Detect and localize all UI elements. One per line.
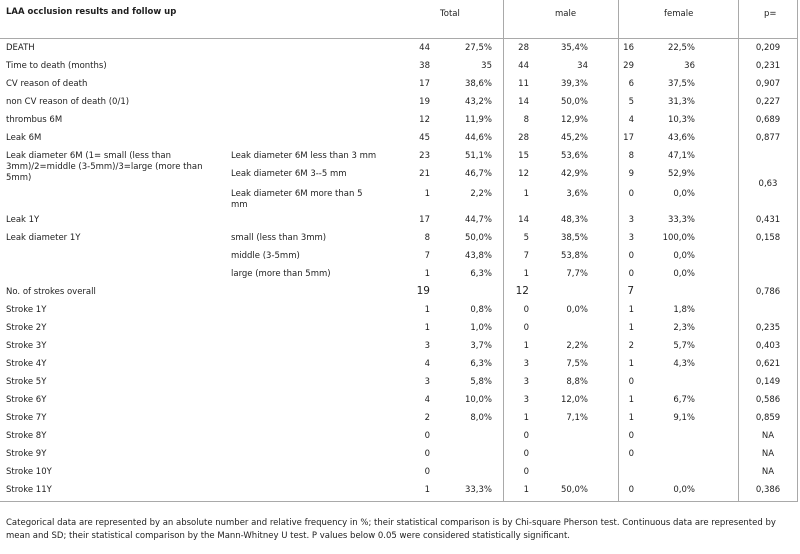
cell-tp: 2,2% <box>470 189 492 199</box>
cell-fp: 31,3% <box>667 97 695 107</box>
cell-p: 0,158 <box>755 233 781 243</box>
row-label: Leak 6M <box>6 133 42 143</box>
header-male: male <box>555 9 577 19</box>
cell-tp: 10,0% <box>464 395 492 405</box>
cell-tn: 1 <box>424 269 430 279</box>
row-label: thrombus 6M <box>6 115 63 125</box>
cell-tn: 7 <box>424 251 430 261</box>
cell-tp: 27,5% <box>464 43 492 53</box>
cell-mp: 53,6% <box>560 151 588 161</box>
cell-fn: 0 <box>628 251 634 261</box>
cell-tn: 1 <box>424 305 430 315</box>
cell-p: 0,235 <box>755 323 781 333</box>
cell-p: 0,209 <box>755 43 781 53</box>
cell-fp: 6,7% <box>673 395 695 405</box>
cell-tn: 17 <box>419 215 430 225</box>
cell-mn: 0 <box>523 305 529 315</box>
row-label: DEATH <box>6 43 35 53</box>
row-label: non CV reason of death (0/1) <box>6 97 130 107</box>
cell-tn: 17 <box>419 79 430 89</box>
cell-mp: 7,5% <box>566 359 588 369</box>
cell-mp: 8,8% <box>566 377 588 387</box>
cell-tp: 51,1% <box>464 151 492 161</box>
cell-p: 0,63 <box>758 179 778 189</box>
cell-fp: 37,5% <box>667 79 695 89</box>
cell-fp: 52,9% <box>667 169 695 179</box>
cell-mn: 5 <box>523 233 529 243</box>
cell-fp: 2,3% <box>673 323 695 333</box>
cell-fn: 1 <box>628 413 634 423</box>
cell-tp: 3,7% <box>470 341 492 351</box>
cell-tn: 0 <box>424 431 430 441</box>
header-female: female <box>664 9 694 19</box>
row-label: Stroke 2Y <box>6 323 47 333</box>
cell-p: NA <box>761 431 775 441</box>
row-divider <box>0 501 797 502</box>
cell-fn: 3 <box>628 233 634 243</box>
cell-tn: 19 <box>419 97 430 107</box>
cell-tn: 44 <box>419 43 430 53</box>
cell-fn: 9 <box>628 169 634 179</box>
cell-mp: 53,8% <box>560 251 588 261</box>
cell-tp: 35 <box>481 61 492 71</box>
header-total: Total <box>440 9 460 19</box>
cell-tn: 4 <box>424 395 430 405</box>
cell-mn: 3 <box>523 359 529 369</box>
cell-mn: 28 <box>518 43 529 53</box>
cell-mn: 1 <box>523 189 529 199</box>
cell-mn: 15 <box>518 151 529 161</box>
row-label: Stroke 7Y <box>6 413 47 423</box>
cell-fp: 22,5% <box>667 43 695 53</box>
cell-fp: 10,3% <box>667 115 695 125</box>
cell-mn: 0 <box>523 323 529 333</box>
cell-fp: 0,0% <box>673 269 695 279</box>
cell-fn: 0 <box>628 431 634 441</box>
cell-tn: 0 <box>424 449 430 459</box>
row-label: No. of strokes overall <box>6 287 96 297</box>
cell-tp: 43,8% <box>464 251 492 261</box>
cell-fp: 33,3% <box>667 215 695 225</box>
cell-fp: 100,0% <box>662 233 695 243</box>
cell-mn: 3 <box>523 395 529 405</box>
cell-mn: 7 <box>523 251 529 261</box>
row-label: Time to death (months) <box>6 61 107 71</box>
row-label: Stroke 5Y <box>6 377 47 387</box>
cell-fn: 7 <box>627 285 634 297</box>
column-divider <box>503 0 504 502</box>
cell-tp: 6,3% <box>470 269 492 279</box>
cell-tp: 33,3% <box>464 485 492 495</box>
cell-tn: 3 <box>424 377 430 387</box>
cell-tn: 4 <box>424 359 430 369</box>
cell-tp: 38,6% <box>464 79 492 89</box>
cell-mp: 35,4% <box>560 43 588 53</box>
cell-p: 0,231 <box>755 61 781 71</box>
cell-fp: 1,8% <box>673 305 695 315</box>
cell-mn: 1 <box>523 485 529 495</box>
cell-mn: 11 <box>518 79 529 89</box>
cell-tp: 50,0% <box>464 233 492 243</box>
column-divider <box>618 0 619 502</box>
cell-tn: 1 <box>424 189 430 199</box>
row-label: Leak diameter 6M (1= small (less than 3mm)/2=middle (3-5mm)/3=large (more than 5mm) <box>6 151 203 183</box>
row-divider <box>0 38 797 39</box>
cell-mp: 38,5% <box>560 233 588 243</box>
column-divider <box>738 0 739 502</box>
cell-p: 0,403 <box>755 341 781 351</box>
row-sublabel: Leak diameter 6M more than 5 mm <box>231 189 363 210</box>
cell-p: NA <box>761 449 775 459</box>
cell-mp: 34 <box>577 61 588 71</box>
cell-tp: 44,6% <box>464 133 492 143</box>
cell-fp: 5,7% <box>673 341 695 351</box>
cell-fp: 9,1% <box>673 413 695 423</box>
cell-p: 0,689 <box>755 115 781 125</box>
cell-mn: 0 <box>523 431 529 441</box>
header-p: p= <box>764 9 777 19</box>
row-label: Stroke 9Y <box>6 449 47 459</box>
cell-mn: 8 <box>523 115 529 125</box>
cell-mp: 7,1% <box>566 413 588 423</box>
cell-fn: 2 <box>628 341 634 351</box>
cell-p: 0,859 <box>755 413 781 423</box>
cell-tn: 45 <box>419 133 430 143</box>
cell-tp: 1,0% <box>470 323 492 333</box>
row-label: CV reason of death <box>6 79 88 89</box>
row-label: Stroke 4Y <box>6 359 47 369</box>
cell-fn: 16 <box>623 43 634 53</box>
row-label: Leak diameter 1Y <box>6 233 81 243</box>
cell-mn: 1 <box>523 413 529 423</box>
cell-fn: 29 <box>623 61 634 71</box>
cell-mn: 0 <box>523 449 529 459</box>
cell-mn: 0 <box>523 467 529 477</box>
cell-p: 0,907 <box>755 79 781 89</box>
cell-tn: 12 <box>419 115 430 125</box>
cell-fn: 1 <box>628 305 634 315</box>
cell-tp: 44,7% <box>464 215 492 225</box>
row-label: Stroke 1Y <box>6 305 47 315</box>
cell-fn: 0 <box>628 449 634 459</box>
cell-mp: 39,3% <box>560 79 588 89</box>
cell-p: 0,621 <box>755 359 781 369</box>
cell-fn: 5 <box>628 97 634 107</box>
cell-fn: 1 <box>628 395 634 405</box>
cell-p: 0,786 <box>755 287 781 297</box>
row-sublabel: Leak diameter 6M 3--5 mm <box>231 169 347 179</box>
cell-fn: 0 <box>628 269 634 279</box>
cell-p: 0,227 <box>755 97 781 107</box>
cell-fp: 4,3% <box>673 359 695 369</box>
row-label: Stroke 3Y <box>6 341 47 351</box>
cell-p: 0,586 <box>755 395 781 405</box>
cell-tp: 6,3% <box>470 359 492 369</box>
cell-p: 0,431 <box>755 215 781 225</box>
cell-p: 0,149 <box>755 377 781 387</box>
cell-mn: 1 <box>523 269 529 279</box>
cell-fn: 17 <box>623 133 634 143</box>
cell-tp: 8,0% <box>470 413 492 423</box>
cell-fn: 1 <box>628 359 634 369</box>
cell-mn: 14 <box>518 215 529 225</box>
row-sublabel: large (more than 5mm) <box>231 269 331 279</box>
cell-tn: 1 <box>424 485 430 495</box>
cell-mp: 50,0% <box>560 485 588 495</box>
cell-mp: 42,9% <box>560 169 588 179</box>
row-label: Leak 1Y <box>6 215 40 225</box>
cell-mp: 3,6% <box>566 189 588 199</box>
cell-tp: 46,7% <box>464 169 492 179</box>
row-label: Stroke 6Y <box>6 395 47 405</box>
cell-mp: 7,7% <box>566 269 588 279</box>
cell-tn: 8 <box>424 233 430 243</box>
cell-tn: 23 <box>419 151 430 161</box>
cell-mn: 3 <box>523 377 529 387</box>
cell-fp: 0,0% <box>673 251 695 261</box>
cell-mp: 45,2% <box>560 133 588 143</box>
cell-mp: 12,0% <box>560 395 588 405</box>
row-label: Stroke 8Y <box>6 431 47 441</box>
table-title: LAA occlusion results and follow up <box>6 7 177 17</box>
cell-fn: 0 <box>628 189 634 199</box>
cell-tn: 1 <box>424 323 430 333</box>
cell-mp: 50,0% <box>560 97 588 107</box>
cell-mn: 44 <box>518 61 529 71</box>
cell-tn: 2 <box>424 413 430 423</box>
cell-fn: 1 <box>628 323 634 333</box>
cell-mp: 0,0% <box>566 305 588 315</box>
cell-mn: 12 <box>515 285 529 297</box>
cell-tn: 38 <box>419 61 430 71</box>
row-label: Stroke 11Y <box>6 485 52 495</box>
cell-tp: 5,8% <box>470 377 492 387</box>
cell-p: 0,386 <box>755 485 781 495</box>
cell-fp: 43,6% <box>667 133 695 143</box>
cell-fn: 0 <box>628 377 634 387</box>
cell-mp: 2,2% <box>566 341 588 351</box>
cell-mn: 1 <box>523 341 529 351</box>
cell-tn: 0 <box>424 467 430 477</box>
cell-fp: 0,0% <box>673 485 695 495</box>
cell-fn: 0 <box>628 485 634 495</box>
cell-tp: 11,9% <box>464 115 492 125</box>
row-sublabel: middle (3-5mm) <box>231 251 300 261</box>
footnote: Categorical data are represented by an absolute number and relative frequency in %; their statistical comparison is by Chi-square Pherson test. Continuous data are represented by mean and SD; their statistical comparison by the Mann-Whitney U test. P values below 0.05 were considered statistically significant. <box>6 518 776 541</box>
cell-mn: 12 <box>518 169 529 179</box>
cell-p: 0,877 <box>755 133 781 143</box>
cell-tp: 0,8% <box>470 305 492 315</box>
cell-mp: 48,3% <box>560 215 588 225</box>
row-label: Stroke 10Y <box>6 467 52 477</box>
cell-fn: 8 <box>628 151 634 161</box>
cell-fn: 3 <box>628 215 634 225</box>
row-sublabel: Leak diameter 6M less than 3 mm <box>231 151 377 161</box>
cell-tn: 19 <box>416 285 430 297</box>
cell-fp: 47,1% <box>667 151 695 161</box>
cell-fp: 36 <box>684 61 695 71</box>
cell-fn: 6 <box>628 79 634 89</box>
cell-p: NA <box>761 467 775 477</box>
cell-tn: 3 <box>424 341 430 351</box>
cell-fp: 0,0% <box>673 189 695 199</box>
cell-fn: 4 <box>628 115 634 125</box>
cell-mn: 28 <box>518 133 529 143</box>
row-sublabel: small (less than 3mm) <box>231 233 327 243</box>
cell-tp: 43,2% <box>464 97 492 107</box>
cell-mn: 14 <box>518 97 529 107</box>
cell-tn: 21 <box>419 169 430 179</box>
column-divider <box>797 0 798 502</box>
cell-mp: 12,9% <box>560 115 588 125</box>
